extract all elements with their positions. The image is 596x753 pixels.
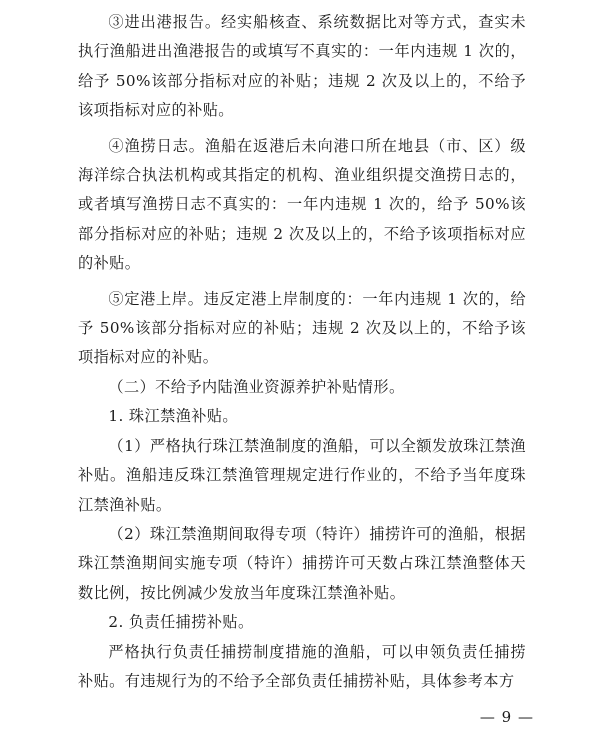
paragraph-designated-port-landing: ⑤定港上岸。违反定港上岸制度的：一年内违规 1 次的，给予 50%该部分指标对应的补贴；违规 2 次及以上的，不给予该项指标对应的补贴。 — [78, 289, 526, 367]
subheading-responsible-fishing-subsidy: 2. 负责任捕捞补贴。 — [108, 613, 254, 632]
subheading-pearl-river-ban-subsidy: 1. 珠江禁渔补贴。 — [108, 407, 239, 426]
paragraph-responsible-fishing: 严格执行负责任捕捞制度措施的渔船，可以申领负责任捕捞补贴。有违规行为的不给予全部负责任捕捞补贴，具体参考本方 — [78, 642, 526, 690]
paragraph-pearl-river-full-subsidy: （1）严格执行珠江禁渔制度的渔船，可以全额发放珠江禁渔补贴。渔船违反珠江禁渔管理规定进行作业的，不给予当年度珠江禁渔补贴。 — [78, 436, 526, 514]
section-heading-inland-subsidy: （二）不给予内陆渔业资源养护补贴情形。 — [108, 377, 405, 396]
page-number: — 9 — — [479, 708, 534, 726]
paragraph-port-report: ③进出港报告。经实船核查、系统数据比对等方式，查实未执行渔船进出渔港报告的或填写不真实的：一年内违规 1 次的，给予 50%该部分指标对应的补贴；违规 2 次及以上的，不给予该项指标对应的补贴。 — [78, 13, 526, 120]
document-body — [78, 8, 526, 696]
paragraph-fishing-log: ④渔捞日志。渔船在返港后未向港口所在地县（市、区）级海洋综合执法机构或其指定的机构、渔业组织提交渔捞日志的，或者填写渔捞日志不真实的：一年内违规 1 次的，给予 50%该部分指标对应的补贴；违规 2 次及以上的，不给予该项指标对应的补贴。 — [78, 136, 526, 273]
paragraph-pearl-river-special-permit: （2）珠江禁渔期间取得专项（特许）捕捞许可的渔船，根据珠江禁渔期间实施专项（特许）捕捞许可天数占珠江禁渔整体天数比例，按比例减少发放当年度珠江禁渔补贴。 — [78, 524, 526, 602]
